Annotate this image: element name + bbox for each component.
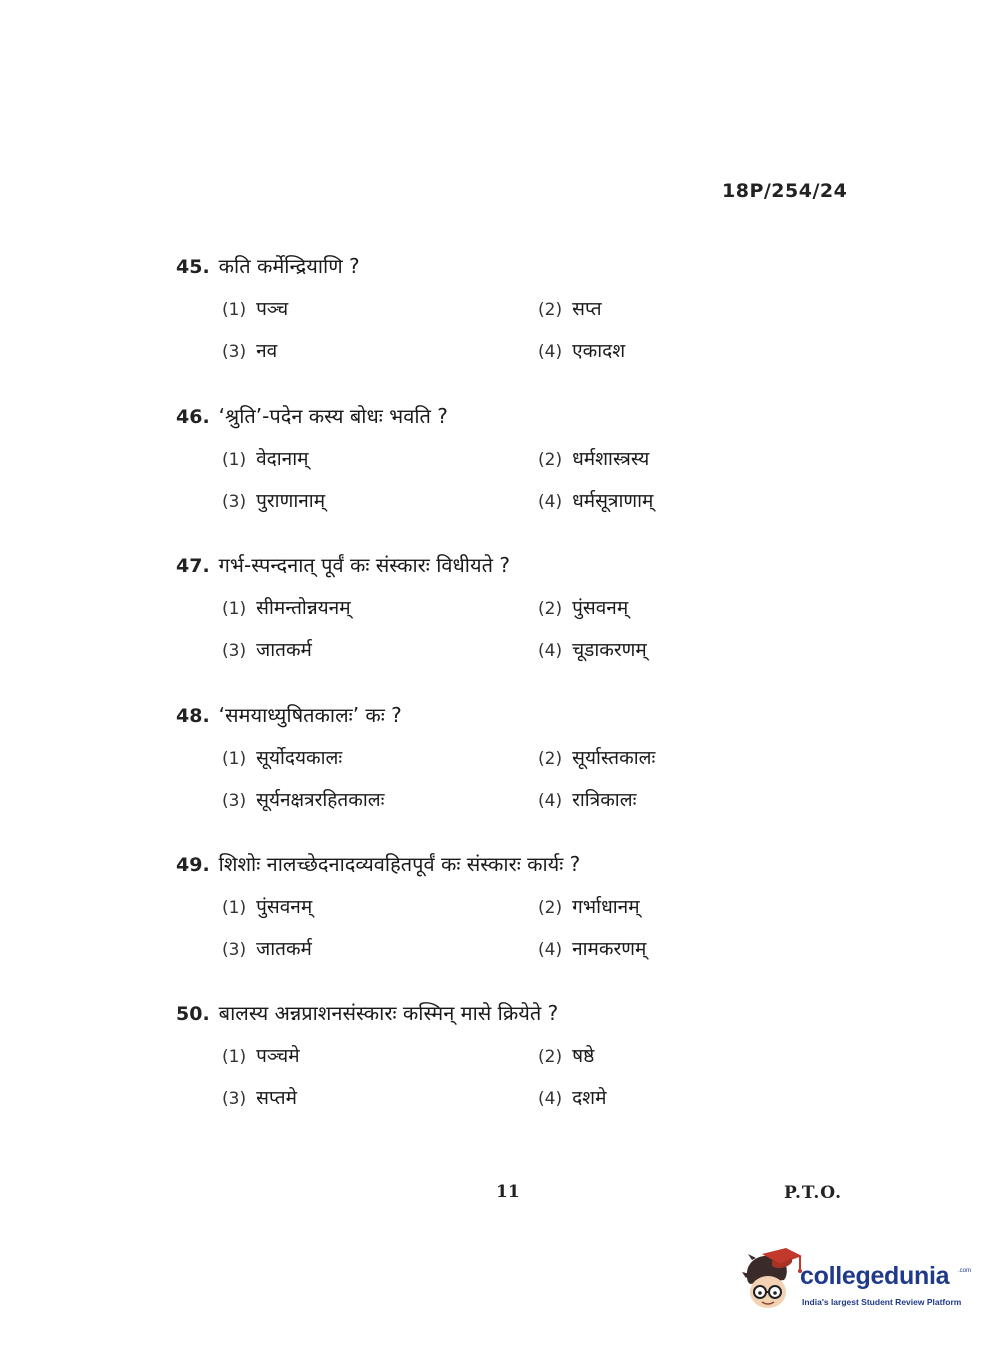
question-number: 46. [176, 406, 210, 428]
question-number: 50. [176, 1003, 210, 1025]
option-text: जातकर्म [256, 639, 312, 661]
collegedunia-watermark [742, 1248, 972, 1316]
brand-tagline: India's largest Student Review Platform [802, 1297, 962, 1307]
question-stem [176, 253, 736, 280]
option-text: सीमन्तोन्नयनम् [256, 597, 351, 619]
option-text: जातकर्म [256, 938, 312, 960]
question-text: कति कर्मेन्द्रियाणि ? [218, 254, 360, 278]
option-4 [538, 787, 636, 814]
option-1 [222, 894, 312, 921]
options-grid [222, 894, 736, 990]
question-number: 49. [176, 854, 210, 876]
option-3 [222, 1085, 297, 1112]
option-1 [222, 296, 288, 323]
option-text: सप्तमे [256, 1087, 297, 1109]
options-grid [222, 1043, 736, 1139]
option-text: गर्भाधानम् [572, 896, 640, 918]
options-grid [222, 595, 736, 691]
option-4 [538, 637, 647, 664]
option-marker: (1) [222, 1047, 247, 1067]
option-marker: (4) [538, 342, 563, 362]
options-grid [222, 745, 736, 841]
option-text: धर्मशास्त्रस्य [572, 448, 650, 470]
question-text: शिशोः नालच्छेदनादव्यवहितपूर्वं कः संस्कारः कार्यः ? [218, 852, 581, 876]
question-stem [176, 702, 736, 729]
option-text: पुंसवनम् [256, 896, 313, 918]
option-3 [222, 787, 384, 814]
option-3 [222, 936, 312, 963]
option-marker: (3) [222, 342, 247, 362]
question-49 [176, 851, 736, 990]
option-4 [538, 1085, 606, 1112]
option-text: नव [256, 340, 278, 362]
option-marker: (3) [222, 791, 247, 811]
option-1 [222, 745, 342, 772]
option-4 [538, 936, 646, 963]
question-text: ‘श्रुति’-पदेन कस्य बोधः भवति ? [218, 404, 448, 428]
question-number: 47. [176, 555, 210, 577]
question-45 [176, 253, 736, 392]
pto-label: P.T.O. [784, 1183, 842, 1203]
option-1 [222, 1043, 300, 1070]
option-text: सूर्यनक्षत्ररहितकालः [256, 789, 385, 811]
option-marker: (3) [222, 940, 247, 960]
option-text: पञ्चमे [256, 1045, 300, 1067]
option-3 [222, 637, 312, 664]
paper-code: 18P/254/24 [722, 180, 848, 202]
option-text: सूर्योदयकालः [256, 747, 343, 769]
question-text: ‘समयाध्युषितकालः’ कः ? [218, 703, 402, 727]
option-marker: (3) [222, 492, 247, 512]
option-text: वेदानाम् [256, 448, 309, 470]
option-text: पुंसवनम् [572, 597, 629, 619]
question-50 [176, 1000, 736, 1139]
option-1 [222, 595, 351, 622]
options-grid [222, 296, 736, 392]
option-marker: (4) [538, 641, 563, 661]
question-text: गर्भ-स्पन्दनात् पूर्वं कः संस्कारः विधीयते ? [218, 553, 510, 577]
question-stem [176, 552, 736, 579]
option-4 [538, 488, 653, 515]
option-marker: (1) [222, 898, 247, 918]
brand-tld: .com [958, 1268, 972, 1274]
option-2 [538, 446, 649, 473]
option-3 [222, 338, 277, 365]
option-marker: (2) [538, 749, 563, 769]
option-marker: (1) [222, 749, 247, 769]
option-2 [538, 595, 628, 622]
option-marker: (1) [222, 450, 247, 470]
option-text: धर्मसूत्राणाम् [572, 490, 654, 512]
brand-name: collegedunia [800, 1262, 950, 1290]
option-4 [538, 338, 625, 365]
option-text: सूर्यास्तकालः [572, 747, 656, 769]
option-marker: (3) [222, 1089, 247, 1109]
question-number: 45. [176, 256, 210, 278]
option-2 [538, 296, 602, 323]
option-marker: (1) [222, 300, 247, 320]
option-marker: (2) [538, 898, 563, 918]
option-text: षष्ठे [572, 1045, 595, 1067]
mascot-icon [742, 1248, 802, 1312]
option-2 [538, 894, 640, 921]
option-marker: (2) [538, 450, 563, 470]
option-marker: (2) [538, 300, 563, 320]
option-2 [538, 1043, 594, 1070]
question-stem [176, 1000, 736, 1027]
option-2 [538, 745, 655, 772]
question-47 [176, 552, 736, 691]
option-text: दशमे [572, 1087, 607, 1109]
option-text: रात्रिकालः [572, 789, 637, 811]
option-marker: (4) [538, 791, 563, 811]
question-46 [176, 403, 736, 542]
option-3 [222, 488, 325, 515]
option-1 [222, 446, 309, 473]
question-text: बालस्य अन्नप्राशनसंस्कारः कस्मिन् मासे क्रियेते ? [218, 1001, 559, 1025]
option-text: चूडाकरणम् [572, 639, 647, 661]
question-stem [176, 403, 736, 430]
option-text: नामकरणम् [572, 938, 647, 960]
option-marker: (4) [538, 1089, 563, 1109]
option-text: पुराणानाम् [256, 490, 326, 512]
option-marker: (4) [538, 940, 563, 960]
option-marker: (2) [538, 1047, 563, 1067]
option-marker: (1) [222, 599, 247, 619]
option-marker: (4) [538, 492, 563, 512]
option-text: सप्त [572, 298, 602, 320]
option-text: एकादश [572, 340, 626, 362]
question-stem [176, 851, 736, 878]
option-marker: (3) [222, 641, 247, 661]
options-grid [222, 446, 736, 542]
question-number: 48. [176, 705, 210, 727]
option-marker: (2) [538, 599, 563, 619]
option-text: पञ्च [256, 298, 289, 320]
question-48 [176, 702, 736, 841]
page-number: 11 [496, 1182, 520, 1202]
